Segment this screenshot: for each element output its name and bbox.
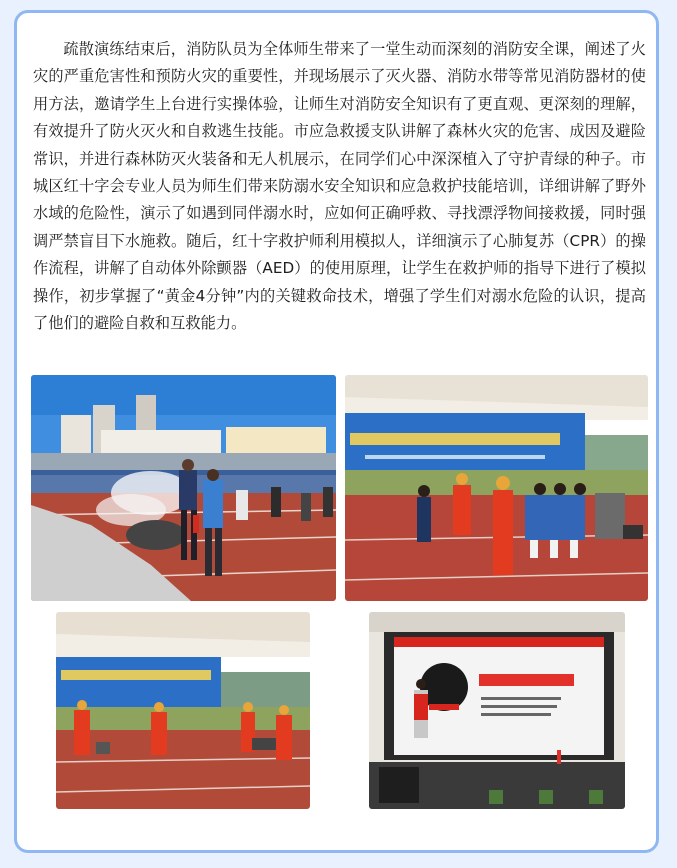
photo-forest-rescue-team bbox=[345, 375, 648, 601]
photo-firefighters-lineup bbox=[56, 612, 310, 809]
photo-fire-extinguisher-demo bbox=[31, 375, 336, 601]
photo-cpr-lecture bbox=[369, 612, 625, 809]
article-paragraph: 疏散演练结束后，消防队员为全体师生带来了一堂生动而深刻的消防安全课，阐述了火灾的严重危害性和预防火灾的重要性，并现场展示了灭火器、消防水带等常见消防器材的使用方法，邀请学生上台进行实操体验，让师生对消防安全知识有了更直观、更深刻的理解，有效提升了防火灭火和自救逃生技能。市应急救援支队讲解了森林火灾的危害、成因及避险常识，并进行森林防灭火装备和无人机展示，在同学们心中深深植入了守护青绿的种子。市城区红十字会专业人员为师生们带来防溺水安全知识和应急救护技能培训，详细讲解了野外水域的危险性，演示了如遇到同伴溺水时，应如何正确呼救、寻找漂浮物间接救援，同时强调严禁盲目下水施救。随后，红十字救护师利用模拟人，详细演示了心肺复苏（CPR）的操作流程，讲解了自动体外除颤器（AED）的使用原理，让学生在救护师的指导下进行了模拟操作，初步掌握了“黄金4分钟”内的关键救命技术，增强了学生们对溺水危险的认识，提高了他们的避险自救和互救能力。 bbox=[33, 40, 646, 333]
